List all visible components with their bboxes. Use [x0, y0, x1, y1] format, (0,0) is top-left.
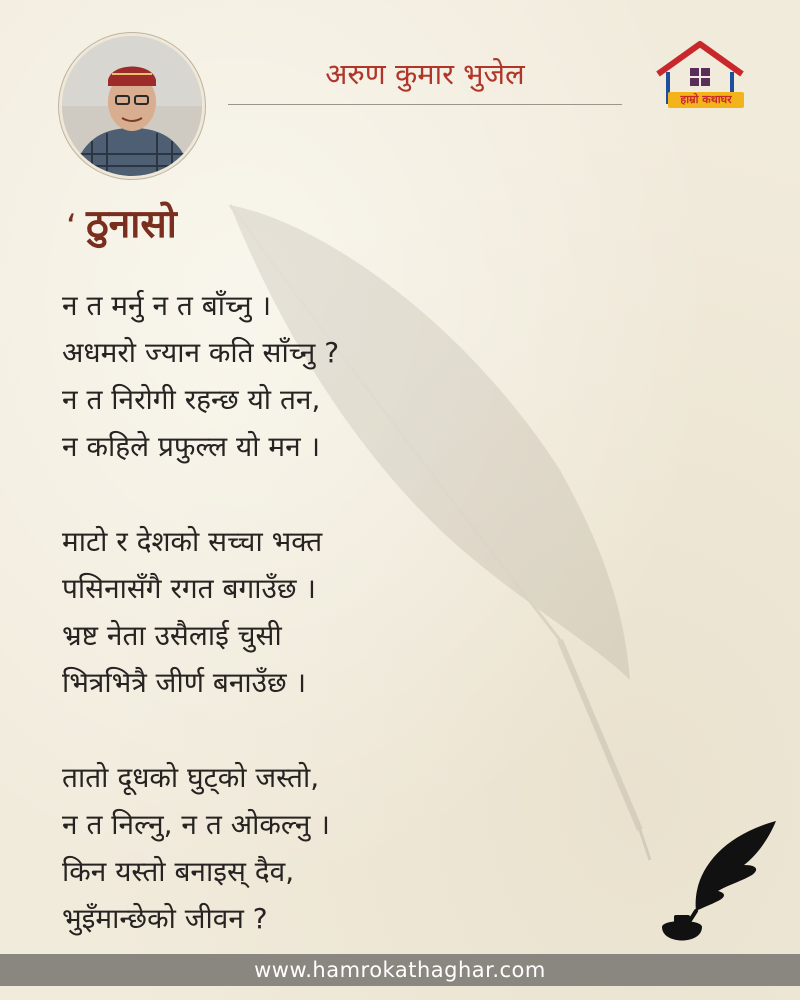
poem-line: न कहिले प्रफुल्ल यो मन ।: [62, 430, 321, 463]
poem-line: भुइँमान्छेको जीवन ?: [62, 902, 268, 935]
poem-line: पसिनासँगै रगत बगाउँछ ।: [62, 572, 317, 605]
stanza: [62, 518, 622, 706]
poem-line: न त निल्नु, न त ओकल्नु ।: [62, 808, 330, 841]
poem-title: ठुनासो: [86, 202, 177, 247]
poem-line: भ्रष्ट नेता उसैलाई चुसी: [62, 619, 282, 652]
poem-line: न त मर्नु न त बाँच्नु ।: [62, 289, 272, 322]
stanza: [62, 754, 622, 942]
poem-body: [62, 282, 622, 990]
quote-mark: ‘: [66, 207, 77, 247]
poem-line: किन यस्तो बनाइस् दैव,: [62, 855, 295, 888]
poem-line: अधमरो ज्यान कति साँच्नु ?: [62, 336, 340, 369]
poem-line: माटो र देशको सच्चा भक्त: [62, 525, 323, 558]
poem-line: तातो दूधको घुट्को जस्तो,: [62, 761, 320, 794]
house-icon: [650, 40, 750, 120]
poem-line: न त निरोगी रहन्छ यो तन,: [62, 383, 321, 416]
poem-line: भित्रभित्रै जीर्ण बनाउँछ ।: [62, 666, 307, 699]
logo-text: हाम्रो कथाघर: [668, 92, 744, 108]
website-url[interactable]: www.hamrokathaghar.com: [0, 954, 800, 986]
stanza: [62, 282, 622, 470]
author-name: अरुण कुमार भुजेल: [325, 57, 525, 91]
quill-inkpot-icon: [648, 815, 788, 955]
author-avatar: [62, 36, 202, 176]
divider: [228, 104, 622, 105]
